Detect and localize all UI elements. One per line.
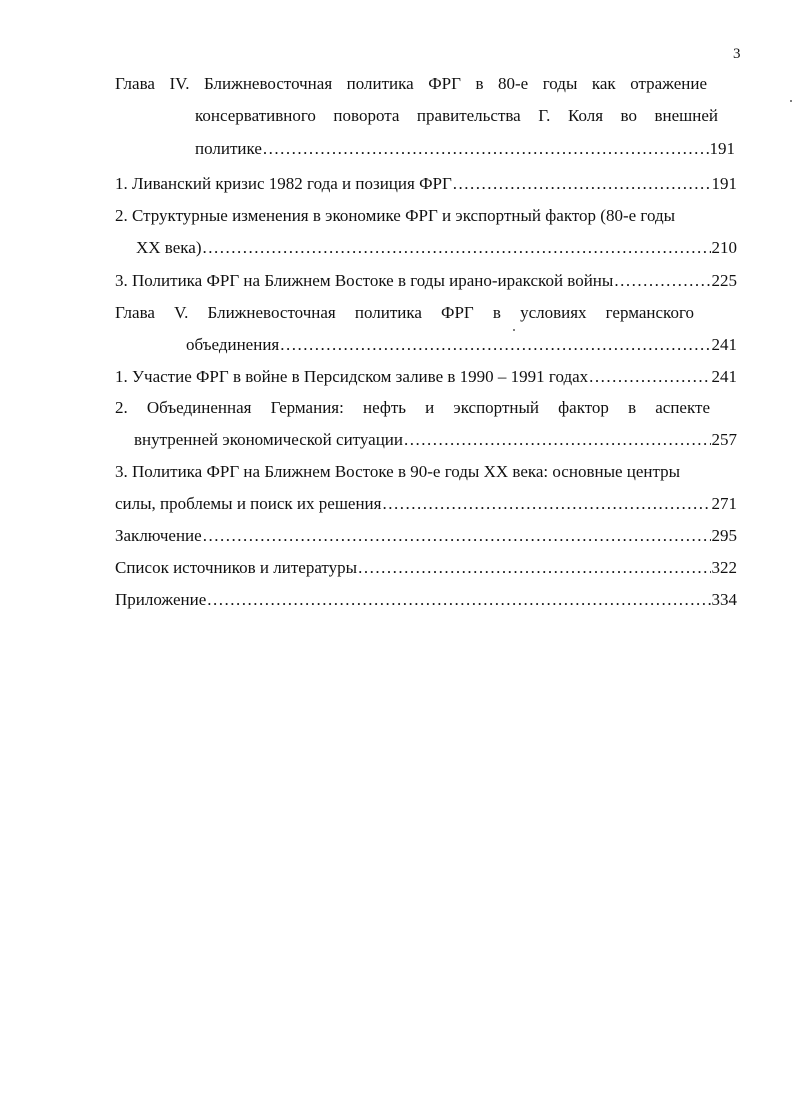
toc-page-number: 191 [709, 139, 735, 158]
dot-leader [203, 526, 711, 546]
toc-page-number: 271 [711, 494, 737, 513]
dot-leader [280, 335, 710, 355]
page-number: 3 [733, 46, 741, 62]
toc-ch5-section3-line1: 3. Политика ФРГ на Ближнем Востоке в 90-е годы XX века: основные центры [115, 462, 681, 481]
dot-leader [207, 590, 710, 610]
toc-entry-title: Приложение [115, 590, 207, 609]
toc-entry-title: 1. Ливанский кризис 1982 года и позиция ФРГ [115, 174, 452, 193]
toc-ch5-section2-line2 [134, 430, 737, 450]
toc-ch4-section2-line2 [136, 238, 737, 258]
toc-entry-title-end: XX века) [136, 238, 202, 257]
dot-leader [358, 558, 710, 578]
toc-ch5-line1: Глава V. Ближневосточная политика ФРГ в условиях германского [115, 303, 694, 322]
toc-ch4-line2: консервативного поворота правительства Г. Коля во внешней [195, 106, 718, 125]
toc-ch4-section2-line1: 2. Структурные изменения в экономике ФРГ и экспортный фактор (80-е годы [115, 206, 676, 225]
toc-ch4-section1 [115, 174, 737, 194]
toc-ch4-section3 [115, 271, 737, 291]
toc-conclusion [115, 526, 737, 546]
dot-leader [203, 238, 711, 258]
toc-entry-title: Список источников и литературы [115, 558, 358, 577]
toc-entry-title-end: внутренней экономической ситуации [134, 430, 403, 449]
toc-entry-title: 1. Участие ФРГ в войне в Персидском заливе в 1990 – 1991 годах [115, 367, 589, 386]
toc-ch5-section1 [115, 367, 737, 387]
toc-page-number: 241 [711, 335, 737, 354]
toc-appendix [115, 590, 737, 610]
toc-ch5-title-end: объединения [186, 335, 280, 354]
toc-page-number: 322 [711, 558, 737, 577]
toc-page-number: 225 [711, 271, 737, 290]
toc-page-number: 191 [711, 174, 737, 193]
dot-leader [382, 494, 710, 514]
dot-leader [404, 430, 711, 450]
scan-speck [790, 100, 792, 102]
scan-speck [513, 329, 515, 331]
toc-sources [115, 558, 737, 578]
toc-entry-title-end: силы, проблемы и поиск их решения [115, 494, 382, 513]
toc-ch4-line3 [195, 139, 735, 159]
toc-page-number: 257 [711, 430, 737, 449]
toc-page-number: 241 [711, 367, 737, 386]
dot-leader [263, 139, 709, 159]
dot-leader [589, 367, 710, 387]
toc-ch4-line1: Глава IV. Ближневосточная политика ФРГ в 80-е годы как отражение [115, 74, 707, 93]
toc-page-number: 334 [711, 590, 737, 609]
toc-ch4-title-end: политике [195, 139, 262, 158]
toc-entry-title: Заключение [115, 526, 202, 545]
toc-entry-title: 3. Политика ФРГ на Ближнем Востоке в годы ирано-иракской войны [115, 271, 614, 290]
toc-ch5-line2 [186, 335, 737, 355]
dot-leader [614, 271, 710, 291]
toc-page-number: 210 [711, 238, 737, 257]
toc-ch5-section2-line1: 2. Объединенная Германия: нефть и экспортный фактор в аспекте [115, 398, 710, 417]
dot-leader [453, 174, 711, 194]
toc-ch5-section3-line2 [115, 494, 737, 514]
toc-page-number: 295 [711, 526, 737, 545]
